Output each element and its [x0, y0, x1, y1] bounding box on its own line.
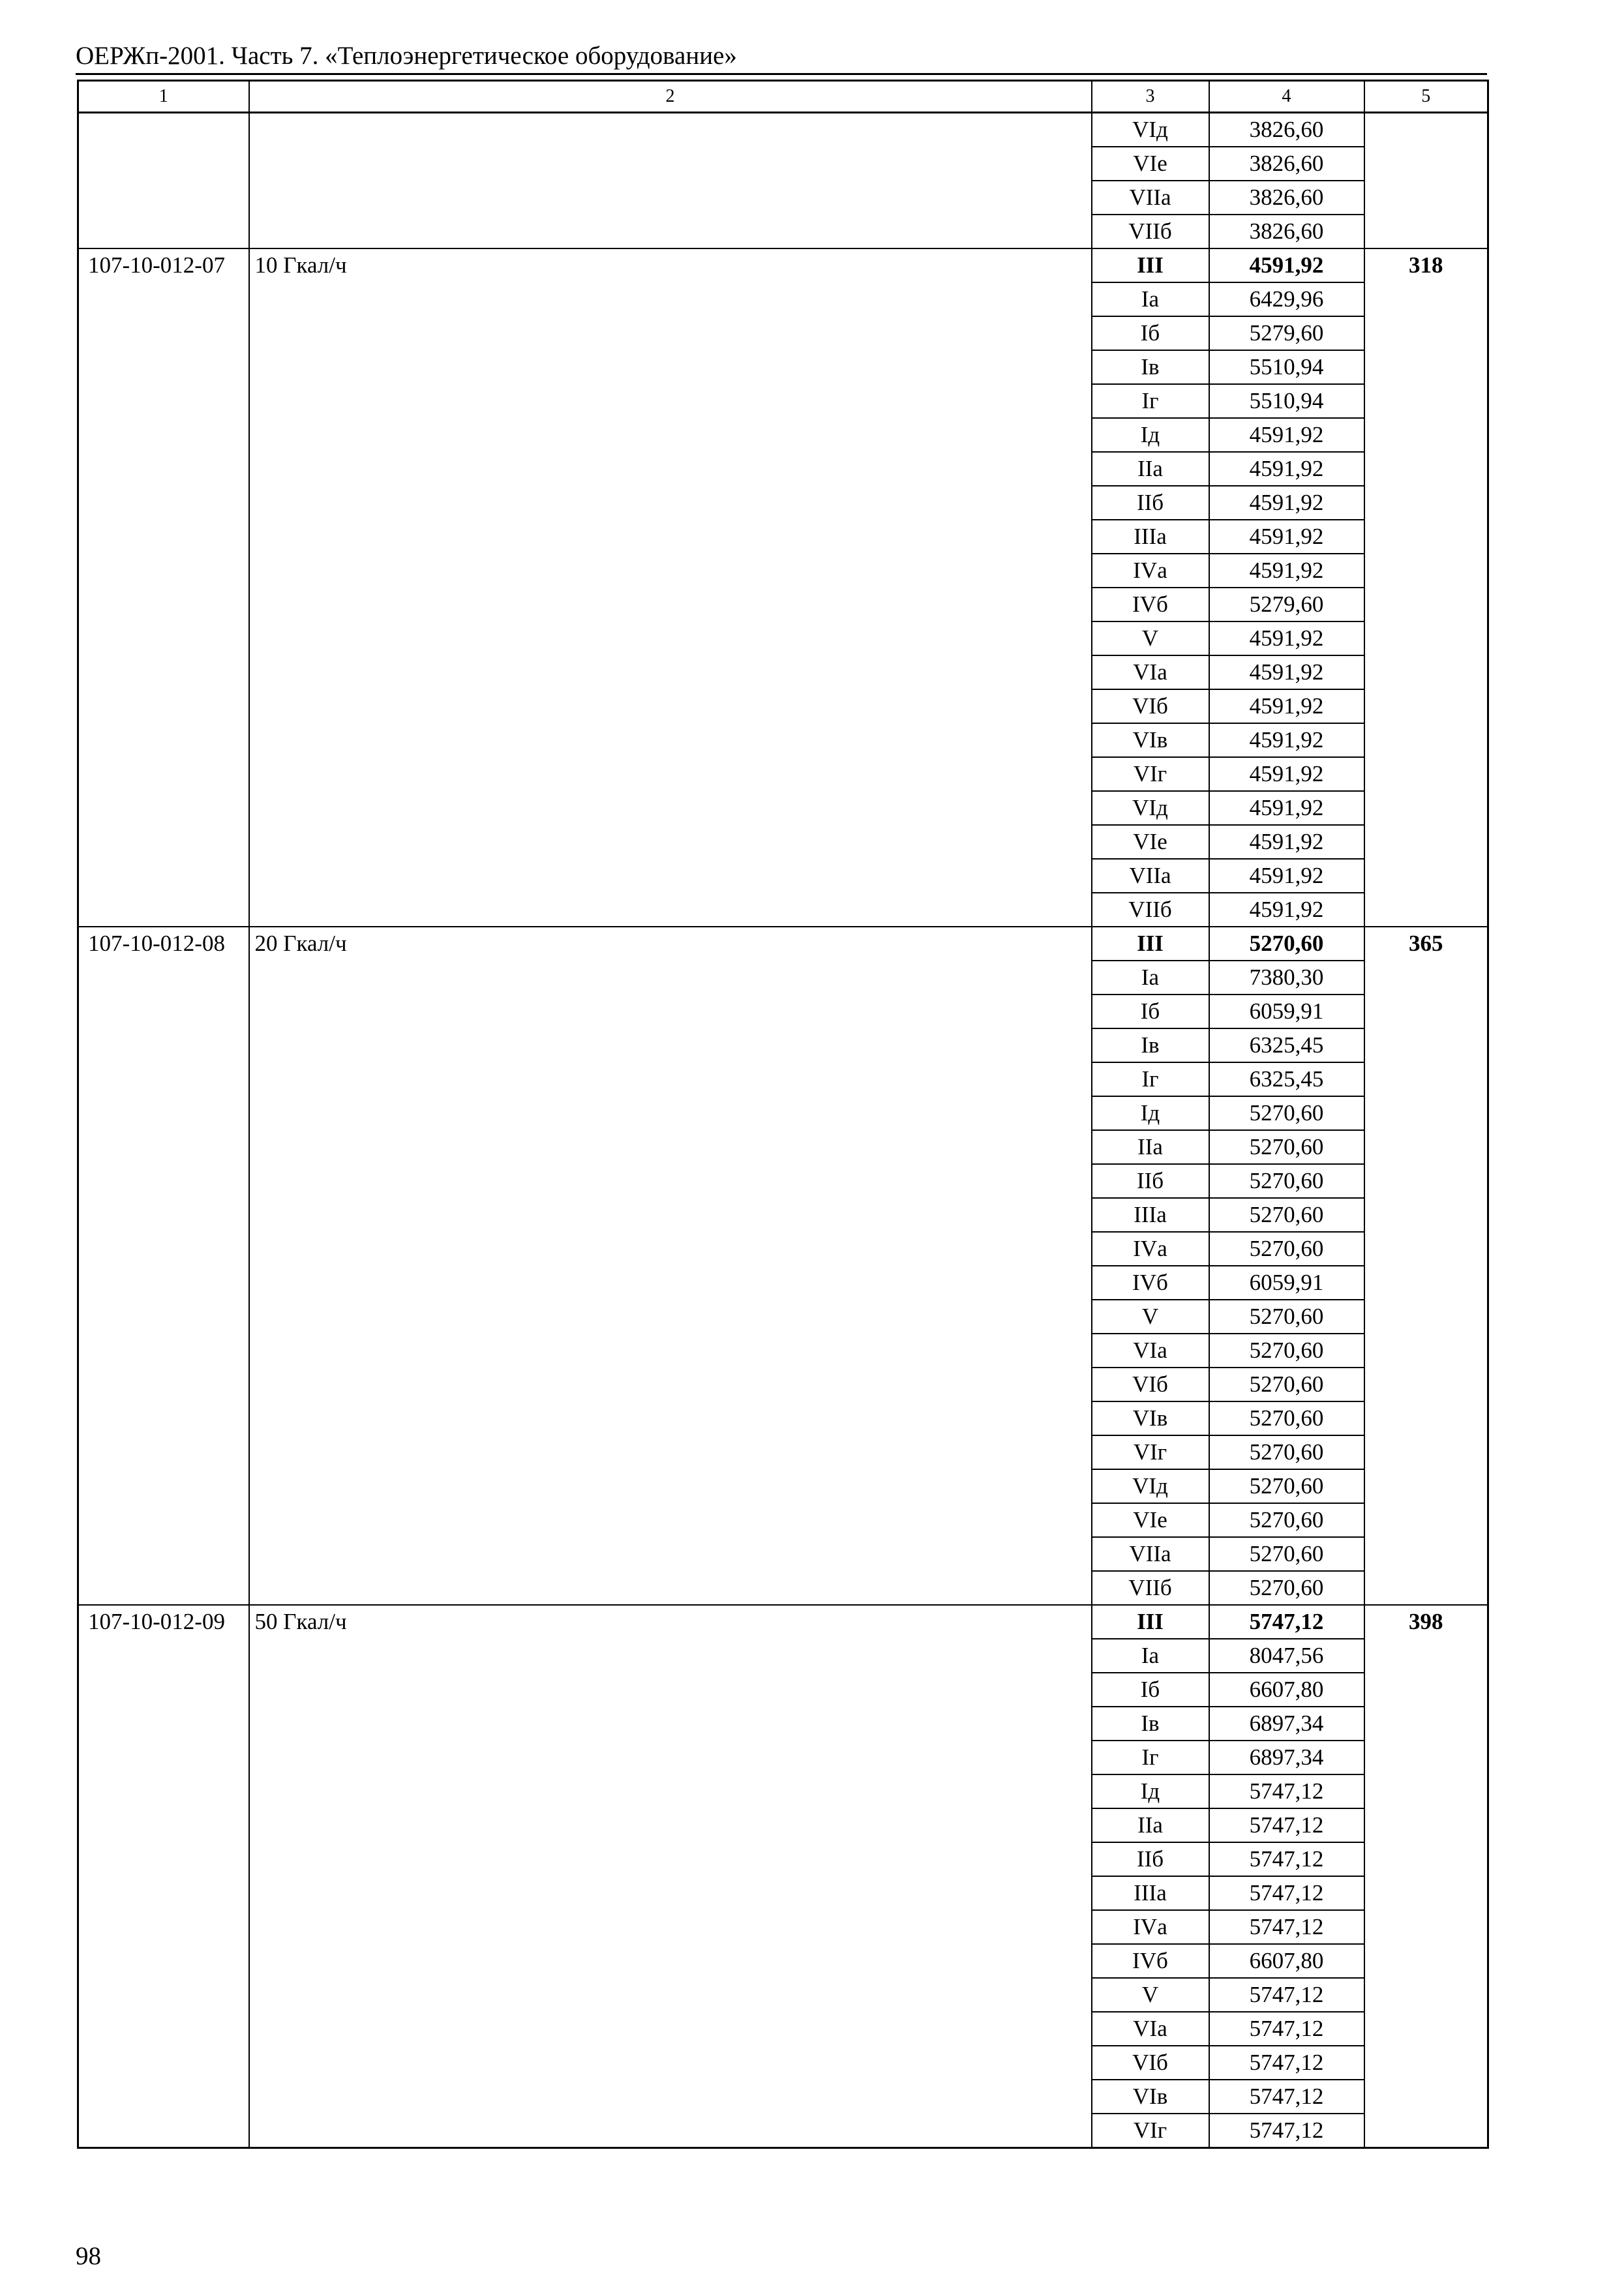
price-cell: 4591,92 — [1209, 554, 1364, 588]
price-cell: 5270,60 — [1209, 1130, 1364, 1164]
column-header-3: 3 — [1092, 81, 1209, 113]
column-number-row — [78, 81, 1488, 113]
zone-cell: V — [1092, 621, 1209, 655]
zone-cell: Iг — [1092, 384, 1209, 418]
zone-cell: III — [1092, 1605, 1209, 1639]
zone-cell: VIд — [1092, 1469, 1209, 1503]
price-cell: 5747,12 — [1209, 1605, 1364, 1639]
zone-cell: VIIа — [1092, 181, 1209, 215]
table-row — [78, 927, 1488, 961]
price-cell: 5270,60 — [1209, 1300, 1364, 1334]
price-cell: 4591,92 — [1209, 791, 1364, 825]
zone-cell: Iб — [1092, 1673, 1209, 1707]
zone-cell: VIе — [1092, 825, 1209, 859]
zone-cell: VIв — [1092, 1401, 1209, 1435]
zone-cell: VIб — [1092, 2046, 1209, 2080]
rate-cell: 365 — [1364, 927, 1488, 1605]
zone-cell: IIIа — [1092, 1198, 1209, 1232]
zone-cell: Iв — [1092, 350, 1209, 384]
price-cell: 5279,60 — [1209, 588, 1364, 621]
zone-cell: IIб — [1092, 1164, 1209, 1198]
price-cell: 5747,12 — [1209, 2080, 1364, 2114]
price-cell: 5510,94 — [1209, 384, 1364, 418]
zone-cell: VIд — [1092, 791, 1209, 825]
column-header-1: 1 — [78, 81, 249, 113]
item-name — [249, 113, 1092, 249]
page-header: ОЕРЖп-2001. Часть 7. «Теплоэнергетическое оборудование» — [76, 42, 737, 70]
price-cell: 5270,60 — [1209, 1571, 1364, 1605]
column-header-2: 2 — [249, 81, 1092, 113]
item-name: 10 Гкал/ч — [249, 248, 1092, 927]
price-cell: 4591,92 — [1209, 486, 1364, 520]
zone-cell: Iа — [1092, 1639, 1209, 1673]
item-name: 50 Гкал/ч — [249, 1605, 1092, 2148]
price-cell: 5270,60 — [1209, 1368, 1364, 1401]
zone-cell: V — [1092, 1978, 1209, 2012]
page-number: 98 — [76, 2242, 101, 2270]
price-cell: 5270,60 — [1209, 1401, 1364, 1435]
price-cell: 6325,45 — [1209, 1028, 1364, 1062]
price-cell: 4591,92 — [1209, 520, 1364, 554]
zone-cell: VIг — [1092, 2114, 1209, 2148]
header-rule — [76, 73, 1487, 75]
zone-cell: VIа — [1092, 655, 1209, 689]
price-cell: 5747,12 — [1209, 2114, 1364, 2148]
zone-cell: VIIа — [1092, 1537, 1209, 1571]
zone-cell: VIа — [1092, 1334, 1209, 1368]
price-cell: 4591,92 — [1209, 655, 1364, 689]
zone-cell: VIа — [1092, 2012, 1209, 2046]
price-cell: 7380,30 — [1209, 961, 1364, 995]
zone-cell: IVб — [1092, 588, 1209, 621]
price-cell: 5747,12 — [1209, 1978, 1364, 2012]
zone-cell: VIе — [1092, 1503, 1209, 1537]
zone-cell: VIг — [1092, 757, 1209, 791]
price-cell: 5270,60 — [1209, 1334, 1364, 1368]
price-cell: 4591,92 — [1209, 418, 1364, 452]
price-cell: 5270,60 — [1209, 1198, 1364, 1232]
price-cell: 4591,92 — [1209, 723, 1364, 757]
price-cell: 5747,12 — [1209, 1910, 1364, 1944]
rate-cell — [1364, 113, 1488, 249]
price-cell: 6607,80 — [1209, 1944, 1364, 1978]
zone-cell: IIа — [1092, 1808, 1209, 1842]
rate-cell: 398 — [1364, 1605, 1488, 2148]
zone-cell: III — [1092, 248, 1209, 282]
price-cell: 5747,12 — [1209, 1842, 1364, 1876]
zone-cell: VIв — [1092, 2080, 1209, 2114]
price-cell: 5510,94 — [1209, 350, 1364, 384]
price-cell: 5279,60 — [1209, 316, 1364, 350]
price-cell: 6897,34 — [1209, 1741, 1364, 1774]
item-code: 107-10-012-08 — [78, 927, 249, 1605]
price-cell: 5270,60 — [1209, 1232, 1364, 1266]
item-code — [78, 113, 249, 249]
zone-cell: IIIа — [1092, 520, 1209, 554]
item-code: 107-10-012-09 — [78, 1605, 249, 2148]
price-cell: 5270,60 — [1209, 1096, 1364, 1130]
price-cell: 4591,92 — [1209, 452, 1364, 486]
price-cell: 5270,60 — [1209, 1164, 1364, 1198]
zone-cell: IVа — [1092, 554, 1209, 588]
price-cell: 6059,91 — [1209, 1266, 1364, 1300]
price-cell: 5270,60 — [1209, 1503, 1364, 1537]
zone-cell: Iд — [1092, 1774, 1209, 1808]
zone-cell: IIб — [1092, 486, 1209, 520]
zone-cell: V — [1092, 1300, 1209, 1334]
zone-cell: VIд — [1092, 113, 1209, 147]
price-cell: 5747,12 — [1209, 1876, 1364, 1910]
zone-cell: Iб — [1092, 995, 1209, 1028]
column-header-4: 4 — [1209, 81, 1364, 113]
price-cell: 5270,60 — [1209, 927, 1364, 961]
price-cell: 6325,45 — [1209, 1062, 1364, 1096]
zone-cell: Iд — [1092, 418, 1209, 452]
price-cell: 4591,92 — [1209, 621, 1364, 655]
price-table-container — [77, 80, 1487, 2149]
price-cell: 3826,60 — [1209, 147, 1364, 181]
column-header-5: 5 — [1364, 81, 1488, 113]
price-cell: 4591,92 — [1209, 757, 1364, 791]
price-cell: 6059,91 — [1209, 995, 1364, 1028]
table-row — [78, 113, 1488, 147]
zone-cell: IVб — [1092, 1944, 1209, 1978]
zone-cell: IIб — [1092, 1842, 1209, 1876]
table-row — [78, 248, 1488, 282]
table-body — [78, 113, 1488, 2148]
rate-cell: 318 — [1364, 248, 1488, 927]
zone-cell: VIIб — [1092, 215, 1209, 248]
price-cell: 5270,60 — [1209, 1469, 1364, 1503]
zone-cell: Iа — [1092, 961, 1209, 995]
price-table — [77, 80, 1489, 2149]
price-cell: 5747,12 — [1209, 1808, 1364, 1842]
zone-cell: Iа — [1092, 282, 1209, 316]
price-cell: 5270,60 — [1209, 1435, 1364, 1469]
zone-cell: VIг — [1092, 1435, 1209, 1469]
item-code: 107-10-012-07 — [78, 248, 249, 927]
price-cell: 4591,92 — [1209, 248, 1364, 282]
price-cell: 3826,60 — [1209, 113, 1364, 147]
zone-cell: Iв — [1092, 1028, 1209, 1062]
price-cell: 4591,92 — [1209, 825, 1364, 859]
table-row — [78, 1605, 1488, 1639]
price-cell: 6429,96 — [1209, 282, 1364, 316]
price-cell: 5747,12 — [1209, 1774, 1364, 1808]
zone-cell: Iв — [1092, 1707, 1209, 1741]
price-cell: 3826,60 — [1209, 181, 1364, 215]
zone-cell: VIIб — [1092, 1571, 1209, 1605]
price-cell: 4591,92 — [1209, 689, 1364, 723]
price-cell: 5747,12 — [1209, 2046, 1364, 2080]
price-cell: 6607,80 — [1209, 1673, 1364, 1707]
price-cell: 5270,60 — [1209, 1537, 1364, 1571]
zone-cell: VIе — [1092, 147, 1209, 181]
zone-cell: IVа — [1092, 1910, 1209, 1944]
zone-cell: III — [1092, 927, 1209, 961]
zone-cell: IIIа — [1092, 1876, 1209, 1910]
zone-cell: VIв — [1092, 723, 1209, 757]
price-cell: 4591,92 — [1209, 859, 1364, 893]
zone-cell: VIб — [1092, 689, 1209, 723]
zone-cell: VIIб — [1092, 893, 1209, 927]
zone-cell: Iб — [1092, 316, 1209, 350]
price-cell: 6897,34 — [1209, 1707, 1364, 1741]
zone-cell: Iг — [1092, 1741, 1209, 1774]
price-cell: 3826,60 — [1209, 215, 1364, 248]
price-cell: 8047,56 — [1209, 1639, 1364, 1673]
price-cell: 4591,92 — [1209, 893, 1364, 927]
item-name: 20 Гкал/ч — [249, 927, 1092, 1605]
zone-cell: IVб — [1092, 1266, 1209, 1300]
zone-cell: IIа — [1092, 1130, 1209, 1164]
zone-cell: IVа — [1092, 1232, 1209, 1266]
zone-cell: VIIа — [1092, 859, 1209, 893]
zone-cell: VIб — [1092, 1368, 1209, 1401]
zone-cell: Iд — [1092, 1096, 1209, 1130]
zone-cell: Iг — [1092, 1062, 1209, 1096]
price-cell: 5747,12 — [1209, 2012, 1364, 2046]
zone-cell: IIа — [1092, 452, 1209, 486]
